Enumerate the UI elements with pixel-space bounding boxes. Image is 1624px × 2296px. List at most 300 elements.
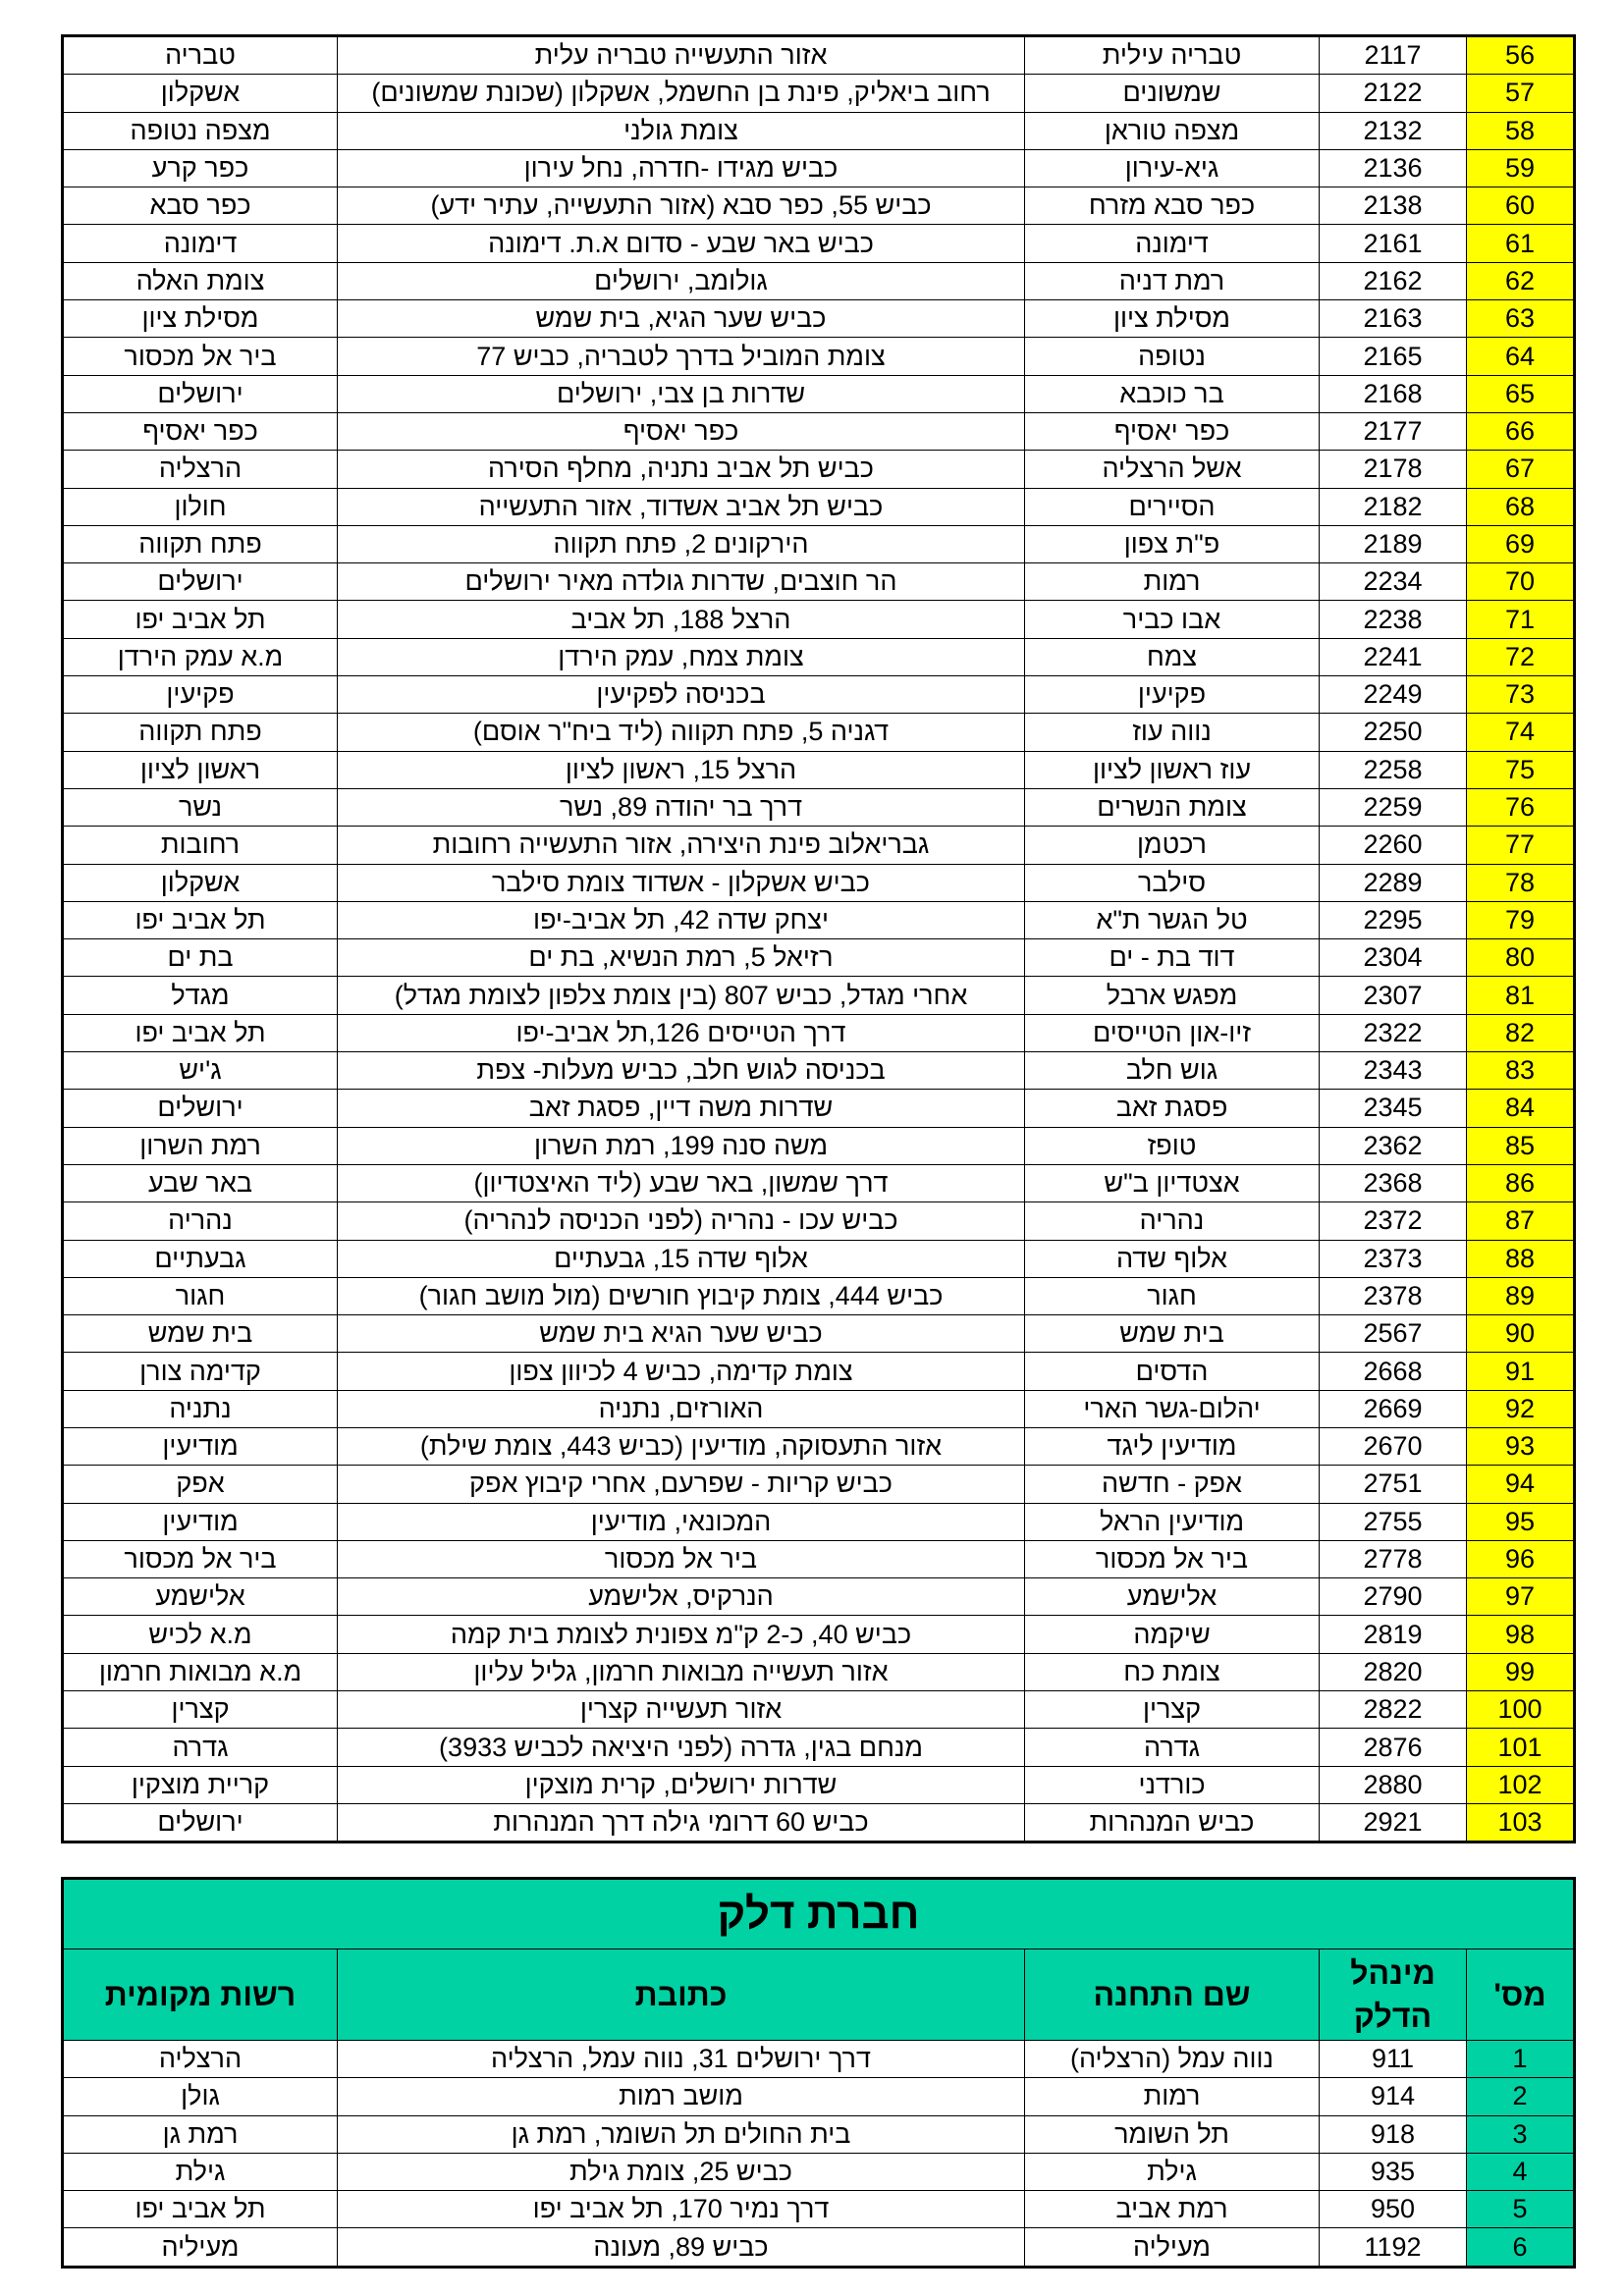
address-cell: דרך ירושלים 31, נווה עמל, הרצליה: [338, 2041, 1025, 2078]
address-cell: צומת גולני: [338, 112, 1025, 149]
station-name-cell: שיקמה: [1025, 1616, 1320, 1653]
row-number-cell: 87: [1467, 1202, 1575, 1240]
local-authority-cell: נשר: [63, 788, 338, 826]
table-row: [63, 36, 1575, 75]
local-authority-cell: הרצליה: [63, 2041, 338, 2078]
row-number-cell: 102: [1467, 1766, 1575, 1803]
fuel-admin-code-cell: 2307: [1320, 977, 1467, 1014]
table-row: [63, 2191, 1575, 2228]
table-row: [63, 676, 1575, 714]
local-authority-cell: כפר קרע: [63, 149, 338, 187]
station-name-cell: תל השומר: [1025, 2115, 1320, 2153]
address-cell: כפר יאסיף: [338, 412, 1025, 450]
header-local-authority: רשות מקומית: [63, 1949, 338, 2041]
table-row: [63, 1277, 1575, 1314]
fuel-admin-code-cell: 2177: [1320, 412, 1467, 450]
address-cell: צומת המוביל בדרך לטבריה, כביש 77: [338, 338, 1025, 375]
address-cell: הרצל 188, תל אביב: [338, 601, 1025, 638]
local-authority-cell: ביר אל מכסור: [63, 338, 338, 375]
station-name-cell: גילת: [1025, 2153, 1320, 2190]
station-name-cell: נטופה: [1025, 338, 1320, 375]
table-row: [63, 1653, 1575, 1690]
station-name-cell: הדסים: [1025, 1353, 1320, 1390]
row-number-cell: 1: [1467, 2041, 1575, 2078]
table-row: [63, 488, 1575, 525]
fuel-admin-code-cell: 2289: [1320, 864, 1467, 901]
fuel-admin-code-cell: 2162: [1320, 262, 1467, 299]
local-authority-cell: ירושלים: [63, 1803, 338, 1842]
local-authority-cell: דימונה: [63, 225, 338, 262]
row-number-cell: 61: [1467, 225, 1575, 262]
fuel-admin-code-cell: 2567: [1320, 1315, 1467, 1353]
row-number-cell: 98: [1467, 1616, 1575, 1653]
local-authority-cell: באר שבע: [63, 1164, 338, 1201]
row-number-cell: 83: [1467, 1052, 1575, 1090]
table-row: [63, 300, 1575, 338]
local-authority-cell: רחובות: [63, 827, 338, 864]
fuel-admin-code-cell: 2819: [1320, 1616, 1467, 1653]
station-name-cell: אשל הרצליה: [1025, 451, 1320, 488]
fuel-admin-code-cell: 2322: [1320, 1014, 1467, 1051]
address-cell: בכניסה לפקיעין: [338, 676, 1025, 714]
station-name-cell: אפק - חדשה: [1025, 1466, 1320, 1503]
row-number-cell: 3: [1467, 2115, 1575, 2153]
address-cell: אחרי מגדל, כביש 807 (בין צומת צלפון לצומת מגדל): [338, 977, 1025, 1014]
fuel-admin-code-cell: 2258: [1320, 751, 1467, 788]
address-cell: צומת צמח, עמק הירדן: [338, 638, 1025, 675]
address-cell: גבריאלוב פינת היצירה, אזור התעשייה רחובות: [338, 827, 1025, 864]
fuel-admin-code-cell: 935: [1320, 2153, 1467, 2190]
station-name-cell: צומת הנשרים: [1025, 788, 1320, 826]
local-authority-cell: קריית מוצקין: [63, 1766, 338, 1803]
stations-table-continued: [61, 34, 1576, 1843]
fuel-admin-code-cell: 2822: [1320, 1691, 1467, 1729]
station-name-cell: נהריה: [1025, 1202, 1320, 1240]
fuel-admin-code-cell: 2122: [1320, 75, 1467, 112]
address-cell: דרך בר יהודה 89, נשר: [338, 788, 1025, 826]
address-cell: שדרות ירושלים, קרית מוצקין: [338, 1766, 1025, 1803]
local-authority-cell: ראשון לציון: [63, 751, 338, 788]
header-fuel-admin: מינהל הדלק: [1320, 1949, 1467, 2041]
row-number-cell: 97: [1467, 1578, 1575, 1616]
fuel-admin-code-cell: 2378: [1320, 1277, 1467, 1314]
address-cell: ביר אל מכסור: [338, 1540, 1025, 1577]
table-row: [63, 751, 1575, 788]
address-cell: משה סנה 199, רמת השרון: [338, 1127, 1025, 1164]
fuel-admin-code-cell: 2880: [1320, 1766, 1467, 1803]
fuel-admin-code-cell: 2138: [1320, 187, 1467, 225]
station-name-cell: פקיעין: [1025, 676, 1320, 714]
local-authority-cell: גולן: [63, 2078, 338, 2115]
address-cell: כביש באר שבע - סדום א.ת. דימונה: [338, 225, 1025, 262]
fuel-admin-code-cell: 911: [1320, 2041, 1467, 2078]
row-number-cell: 88: [1467, 1240, 1575, 1277]
row-number-cell: 89: [1467, 1277, 1575, 1314]
local-authority-cell: מעיליה: [63, 2228, 338, 2267]
station-name-cell: אצטדיון ב"ש: [1025, 1164, 1320, 1201]
table-row: [63, 1578, 1575, 1616]
local-authority-cell: פתח תקווה: [63, 525, 338, 562]
fuel-admin-code-cell: 2249: [1320, 676, 1467, 714]
station-name-cell: אבו כביר: [1025, 601, 1320, 638]
fuel-admin-code-cell: 2778: [1320, 1540, 1467, 1577]
station-name-cell: גדרה: [1025, 1729, 1320, 1766]
table-row: [63, 375, 1575, 412]
address-cell: כביש 444, צומת קיבוץ חורשים (מול מושב חגור): [338, 1277, 1025, 1314]
local-authority-cell: טבריה: [63, 36, 338, 75]
local-authority-cell: גדרה: [63, 1729, 338, 1766]
local-authority-cell: ירושלים: [63, 375, 338, 412]
station-name-cell: שמשונים: [1025, 75, 1320, 112]
address-cell: בכניסה לגוש חלב, כביש מעלות- צפת: [338, 1052, 1025, 1090]
table-row: [63, 1090, 1575, 1127]
table-row: [63, 1691, 1575, 1729]
row-number-cell: 68: [1467, 488, 1575, 525]
fuel-admin-code-cell: 2790: [1320, 1578, 1467, 1616]
table-row: [63, 2228, 1575, 2267]
local-authority-cell: מגדל: [63, 977, 338, 1014]
table-row: [63, 187, 1575, 225]
fuel-admin-code-cell: 2241: [1320, 638, 1467, 675]
station-name-cell: חגור: [1025, 1277, 1320, 1314]
row-number-cell: 94: [1467, 1466, 1575, 1503]
station-name-cell: טל הגשר ת"א: [1025, 901, 1320, 938]
station-name-cell: פסגת זאב: [1025, 1090, 1320, 1127]
table-row: [63, 1052, 1575, 1090]
table-row: [63, 75, 1575, 112]
fuel-admin-code-cell: 2178: [1320, 451, 1467, 488]
local-authority-cell: אשקלון: [63, 864, 338, 901]
station-name-cell: סילבר: [1025, 864, 1320, 901]
station-name-cell: דימונה: [1025, 225, 1320, 262]
local-authority-cell: אשקלון: [63, 75, 338, 112]
station-name-cell: מודיעין ליגד: [1025, 1427, 1320, 1465]
table-row: [63, 563, 1575, 601]
station-name-cell: מפגש ארבל: [1025, 977, 1320, 1014]
row-number-cell: 56: [1467, 36, 1575, 75]
address-cell: רזיאל 5, רמת הנשיא, בת ים: [338, 939, 1025, 977]
table-row: [63, 225, 1575, 262]
table-row: [63, 1729, 1575, 1766]
fuel-admin-code-cell: 2165: [1320, 338, 1467, 375]
address-cell: דרך הטייסים 126,תל אביב-יפו: [338, 1014, 1025, 1051]
local-authority-cell: גבעתיים: [63, 1240, 338, 1277]
row-number-cell: 72: [1467, 638, 1575, 675]
table-row: [63, 638, 1575, 675]
row-number-cell: 75: [1467, 751, 1575, 788]
station-name-cell: גוש חלב: [1025, 1052, 1320, 1090]
row-number-cell: 79: [1467, 901, 1575, 938]
local-authority-cell: מודיעין: [63, 1427, 338, 1465]
table-row: [63, 1202, 1575, 1240]
dalek-table-title: חברת דלק: [63, 1879, 1575, 1949]
table-row: [63, 977, 1575, 1014]
station-name-cell: כורדני: [1025, 1766, 1320, 1803]
local-authority-cell: תל אביב יפו: [63, 601, 338, 638]
local-authority-cell: בית שמש: [63, 1315, 338, 1353]
table-row: [63, 1540, 1575, 1577]
table-row: [63, 1503, 1575, 1540]
row-number-cell: 69: [1467, 525, 1575, 562]
station-name-cell: נווה עוז: [1025, 714, 1320, 751]
row-number-cell: 77: [1467, 827, 1575, 864]
table-row: [63, 1164, 1575, 1201]
station-name-cell: יהלום-גשר הארי: [1025, 1390, 1320, 1427]
row-number-cell: 84: [1467, 1090, 1575, 1127]
address-cell: כביש מגידו -חדרה, נחל עירון: [338, 149, 1025, 187]
local-authority-cell: תל אביב יפו: [63, 2191, 338, 2228]
local-authority-cell: רמת השרון: [63, 1127, 338, 1164]
station-name-cell: בר כוכבא: [1025, 375, 1320, 412]
fuel-admin-code-cell: 918: [1320, 2115, 1467, 2153]
station-name-cell: גיא-עירון: [1025, 149, 1320, 187]
table-row: [63, 2153, 1575, 2190]
fuel-admin-code-cell: 2238: [1320, 601, 1467, 638]
table-row: [63, 1315, 1575, 1353]
fuel-admin-code-cell: 2132: [1320, 112, 1467, 149]
station-name-cell: עוז ראשון לציון: [1025, 751, 1320, 788]
address-cell: צומת קדימה, כביש 4 לכיוון צפון: [338, 1353, 1025, 1390]
table-row: [63, 412, 1575, 450]
station-name-cell: כפר יאסיף: [1025, 412, 1320, 450]
address-cell: כביש 25, צומת גילת: [338, 2153, 1025, 2190]
local-authority-cell: מ.א מבואות חרמון: [63, 1653, 338, 1690]
row-number-cell: 5: [1467, 2191, 1575, 2228]
station-name-cell: זיו-און הטייסים: [1025, 1014, 1320, 1051]
row-number-cell: 93: [1467, 1427, 1575, 1465]
station-name-cell: רמת דניה: [1025, 262, 1320, 299]
local-authority-cell: אפק: [63, 1466, 338, 1503]
address-cell: כביש 60 דרומי גילה דרך המנהרות: [338, 1803, 1025, 1842]
row-number-cell: 71: [1467, 601, 1575, 638]
row-number-cell: 73: [1467, 676, 1575, 714]
station-name-cell: מודיעין הראל: [1025, 1503, 1320, 1540]
station-name-cell: מסילת ציון: [1025, 300, 1320, 338]
table-row: [63, 827, 1575, 864]
fuel-admin-code-cell: 950: [1320, 2191, 1467, 2228]
station-name-cell: רכטמן: [1025, 827, 1320, 864]
fuel-admin-code-cell: 914: [1320, 2078, 1467, 2115]
local-authority-cell: נתניה: [63, 1390, 338, 1427]
address-cell: שדרות משה דיין, פסגת זאב: [338, 1090, 1025, 1127]
table-row: [63, 1240, 1575, 1277]
row-number-cell: 80: [1467, 939, 1575, 977]
address-cell: האורזים, נתניה: [338, 1390, 1025, 1427]
row-number-cell: 60: [1467, 187, 1575, 225]
table-row: [63, 939, 1575, 977]
station-name-cell: ביר אל מכסור: [1025, 1540, 1320, 1577]
local-authority-cell: ביר אל מכסור: [63, 1540, 338, 1577]
station-name-cell: צמח: [1025, 638, 1320, 675]
fuel-admin-code-cell: 2362: [1320, 1127, 1467, 1164]
table-row: [63, 2041, 1575, 2078]
fuel-admin-code-cell: 2820: [1320, 1653, 1467, 1690]
fuel-admin-code-cell: 1192: [1320, 2228, 1467, 2267]
row-number-cell: 85: [1467, 1127, 1575, 1164]
address-cell: כביש שער הגיא בית שמש: [338, 1315, 1025, 1353]
row-number-cell: 65: [1467, 375, 1575, 412]
fuel-admin-code-cell: 2259: [1320, 788, 1467, 826]
row-number-cell: 103: [1467, 1803, 1575, 1842]
address-cell: אזור תעשייה מבואות חרמון, גליל עליון: [338, 1653, 1025, 1690]
address-cell: הרצל 15, ראשון לציון: [338, 751, 1025, 788]
local-authority-cell: קצרין: [63, 1691, 338, 1729]
local-authority-cell: מצפה נטופה: [63, 112, 338, 149]
fuel-admin-code-cell: 2163: [1320, 300, 1467, 338]
local-authority-cell: מודיעין: [63, 1503, 338, 1540]
fuel-admin-code-cell: 2876: [1320, 1729, 1467, 1766]
station-name-cell: פ"ת צפון: [1025, 525, 1320, 562]
row-number-cell: 78: [1467, 864, 1575, 901]
row-number-cell: 101: [1467, 1729, 1575, 1766]
fuel-admin-code-cell: 2136: [1320, 149, 1467, 187]
address-cell: כביש 89, מעונה: [338, 2228, 1025, 2267]
row-number-cell: 91: [1467, 1353, 1575, 1390]
address-cell: הנרקיס, אלישמע: [338, 1578, 1025, 1616]
table-row: [63, 714, 1575, 751]
table-row: [63, 1014, 1575, 1051]
dalek-table-body: [63, 2041, 1575, 2268]
table-row: [63, 262, 1575, 299]
table-row: [63, 451, 1575, 488]
fuel-admin-code-cell: 2368: [1320, 1164, 1467, 1201]
station-name-cell: רמות: [1025, 2078, 1320, 2115]
table-row: [63, 2078, 1575, 2115]
address-cell: בית החולים תל השומר, רמת גן: [338, 2115, 1025, 2153]
fuel-admin-code-cell: 2343: [1320, 1052, 1467, 1090]
address-cell: אזור התעשייה טבריה עלית: [338, 36, 1025, 75]
fuel-admin-code-cell: 2250: [1320, 714, 1467, 751]
table-row: [63, 1466, 1575, 1503]
local-authority-cell: נהריה: [63, 1202, 338, 1240]
address-cell: גולומב, ירושלים: [338, 262, 1025, 299]
stations-table-body: [63, 36, 1575, 1842]
address-cell: רחוב ביאליק, פינת בן החשמל, אשקלון (שכונת שמשונים): [338, 75, 1025, 112]
station-name-cell: קצרין: [1025, 1691, 1320, 1729]
fuel-admin-code-cell: 2161: [1320, 225, 1467, 262]
table-row: [63, 1427, 1575, 1465]
station-name-cell: אלישמע: [1025, 1578, 1320, 1616]
station-name-cell: רמת אביב: [1025, 2191, 1320, 2228]
row-number-cell: 64: [1467, 338, 1575, 375]
local-authority-cell: כפר סבא: [63, 187, 338, 225]
fuel-admin-code-cell: 2668: [1320, 1353, 1467, 1390]
local-authority-cell: פתח תקווה: [63, 714, 338, 751]
fuel-admin-code-cell: 2372: [1320, 1202, 1467, 1240]
row-number-cell: 66: [1467, 412, 1575, 450]
fuel-admin-code-cell: 2755: [1320, 1503, 1467, 1540]
fuel-admin-code-cell: 2921: [1320, 1803, 1467, 1842]
dalek-company-table: [61, 1877, 1576, 2269]
address-cell: דגניה 5, פתח תקווה (ליד ביח"ר אוסם): [338, 714, 1025, 751]
address-cell: אזור תעשייה קצרין: [338, 1691, 1025, 1729]
station-name-cell: אלוף שדה: [1025, 1240, 1320, 1277]
row-number-cell: 70: [1467, 563, 1575, 601]
station-name-cell: כביש המנהרות: [1025, 1803, 1320, 1842]
address-cell: דרך נמיר 170, תל אביב יפו: [338, 2191, 1025, 2228]
address-cell: כביש עכו - נהריה (לפני הכניסה לנהריה): [338, 1202, 1025, 1240]
station-name-cell: מצפה טוראן: [1025, 112, 1320, 149]
table-row: [63, 525, 1575, 562]
row-number-cell: 81: [1467, 977, 1575, 1014]
address-cell: דרך שמשון, באר שבע (ליד האיצטדיון): [338, 1164, 1025, 1201]
row-number-cell: 4: [1467, 2153, 1575, 2190]
row-number-cell: 58: [1467, 112, 1575, 149]
address-cell: המכונאי, מודיעין: [338, 1503, 1025, 1540]
address-cell: יצחק שדה 42, תל אביב-יפו: [338, 901, 1025, 938]
row-number-cell: 100: [1467, 1691, 1575, 1729]
address-cell: שדרות בן צבי, ירושלים: [338, 375, 1025, 412]
fuel-admin-code-cell: 2669: [1320, 1390, 1467, 1427]
local-authority-cell: ירושלים: [63, 563, 338, 601]
fuel-admin-code-cell: 2117: [1320, 36, 1467, 75]
address-cell: כביש 40, כ-2 ק"מ צפונית לצומת בית קמה: [338, 1616, 1025, 1653]
fuel-admin-code-cell: 2260: [1320, 827, 1467, 864]
local-authority-cell: מ.א לכיש: [63, 1616, 338, 1653]
local-authority-cell: ג'יש: [63, 1052, 338, 1090]
fuel-admin-code-cell: 2295: [1320, 901, 1467, 938]
station-name-cell: דוד בת - ים: [1025, 939, 1320, 977]
station-name-cell: טופז: [1025, 1127, 1320, 1164]
station-name-cell: טבריה עילית: [1025, 36, 1320, 75]
table-row: [63, 338, 1575, 375]
row-number-cell: 59: [1467, 149, 1575, 187]
row-number-cell: 95: [1467, 1503, 1575, 1540]
address-cell: כביש שער הגיא, בית שמש: [338, 300, 1025, 338]
header-address: כתובת: [338, 1949, 1025, 2041]
table-row: [63, 1616, 1575, 1653]
station-name-cell: הסיירים: [1025, 488, 1320, 525]
row-number-cell: 74: [1467, 714, 1575, 751]
table-row: [63, 149, 1575, 187]
local-authority-cell: גילת: [63, 2153, 338, 2190]
table-row: [63, 901, 1575, 938]
local-authority-cell: מ.א עמק הירדן: [63, 638, 338, 675]
row-number-cell: 92: [1467, 1390, 1575, 1427]
local-authority-cell: רמת גן: [63, 2115, 338, 2153]
table-row: [63, 864, 1575, 901]
local-authority-cell: אלישמע: [63, 1578, 338, 1616]
address-cell: מושב רמות: [338, 2078, 1025, 2115]
address-cell: הירקונים 2, פתח תקווה: [338, 525, 1025, 562]
table-row: [63, 112, 1575, 149]
local-authority-cell: ירושלים: [63, 1090, 338, 1127]
row-number-cell: 67: [1467, 451, 1575, 488]
fuel-admin-code-cell: 2234: [1320, 563, 1467, 601]
row-number-cell: 86: [1467, 1164, 1575, 1201]
table-row: [63, 2115, 1575, 2153]
local-authority-cell: פקיעין: [63, 676, 338, 714]
fuel-admin-code-cell: 2168: [1320, 375, 1467, 412]
station-name-cell: כפר סבא מזרח: [1025, 187, 1320, 225]
local-authority-cell: קדימה צורן: [63, 1353, 338, 1390]
address-cell: כביש תל אביב אשדוד, אזור התעשייה: [338, 488, 1025, 525]
fuel-admin-code-cell: 2670: [1320, 1427, 1467, 1465]
address-cell: אלוף שדה 15, גבעתיים: [338, 1240, 1025, 1277]
local-authority-cell: תל אביב יפו: [63, 901, 338, 938]
row-number-cell: 99: [1467, 1653, 1575, 1690]
table-row: [63, 1803, 1575, 1842]
table-row: [63, 1353, 1575, 1390]
row-number-cell: 90: [1467, 1315, 1575, 1353]
address-cell: מנחם בגין, גדרה (לפני היציאה לכביש 3933): [338, 1729, 1025, 1766]
local-authority-cell: חגור: [63, 1277, 338, 1314]
fuel-admin-code-cell: 2345: [1320, 1090, 1467, 1127]
station-name-cell: צומת כח: [1025, 1653, 1320, 1690]
row-number-cell: 57: [1467, 75, 1575, 112]
fuel-admin-code-cell: 2189: [1320, 525, 1467, 562]
address-cell: אזור התעסוקה, מודיעין (כביש 443, צומת שילת): [338, 1427, 1025, 1465]
